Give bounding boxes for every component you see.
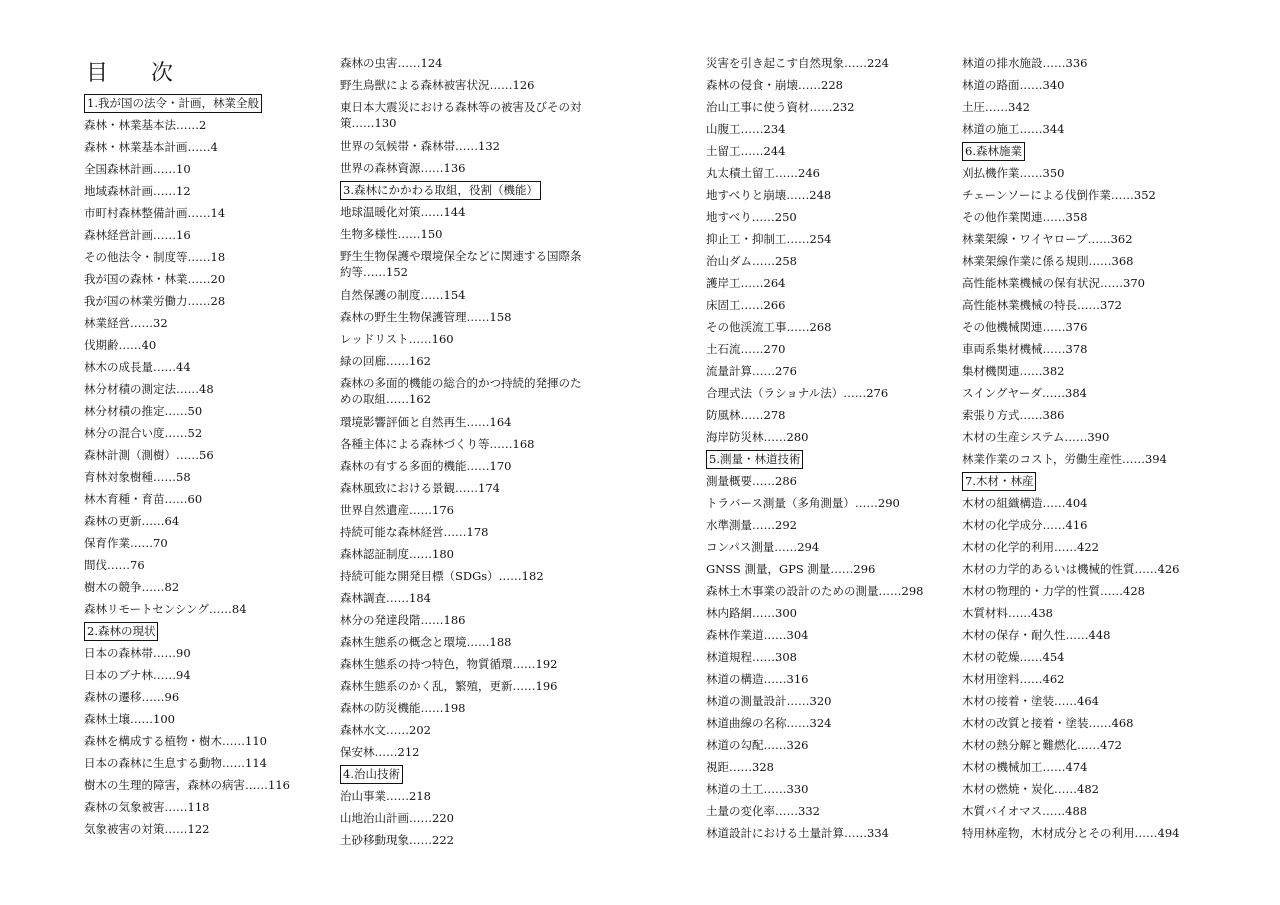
toc-entry: 木質バイオマス……488: [962, 804, 1088, 818]
toc-entry: 防風林……278: [706, 408, 786, 422]
toc-entry: 木材の改質と接着・塗装……468: [962, 716, 1134, 730]
section-heading-row: [706, 448, 951, 470]
toc-entry: 森林認証制度……180: [340, 547, 454, 561]
toc-entry: 森林経営計画……16: [84, 228, 191, 242]
toc-entry: 伐期齢……40: [84, 338, 157, 352]
toc-entry: 測量概要……286: [706, 474, 797, 488]
toc-entry: 木材の熱分解と難燃化……472: [962, 738, 1122, 752]
toc-entry: 環境影響評価と自然再生……164: [340, 415, 512, 429]
toc-entry: 森林計測（測樹）……56: [84, 448, 214, 462]
toc-column-3: [706, 52, 951, 844]
toc-entry: 樹木の競争……82: [84, 580, 180, 594]
toc-entry: 特用林産物，木材成分とその利用……494: [962, 826, 1180, 840]
toc-entry: 森林・林業基本計画……4: [84, 140, 218, 154]
toc-entry: 森林・林業基本法……2: [84, 118, 207, 132]
section-heading: 6.森林施業: [962, 142, 1025, 161]
toc-entry: 地すべりと崩壊……248: [706, 188, 832, 202]
toc-entry: 森林の遷移……96: [84, 690, 180, 704]
toc-entry: 集材機関連……382: [962, 364, 1065, 378]
toc-entry: 森林調査……184: [340, 591, 431, 605]
toc-entry: 気象被害の対策……122: [84, 822, 210, 836]
toc-entry: 間伐……76: [84, 558, 145, 572]
toc-entry: 海岸防災林……280: [706, 430, 809, 444]
toc-entry: 持続可能な開発目標（SDGs）……182: [340, 569, 544, 583]
toc-entry: 木材の機械加工……474: [962, 760, 1088, 774]
toc-entry: 持続可能な森林経営……178: [340, 525, 489, 539]
toc-entry: 生物多様性……150: [340, 227, 443, 241]
toc-entry: 災害を引き起こす自然現象……224: [706, 56, 889, 70]
toc-entry: 世界の気候帯・森林帯……132: [340, 139, 500, 153]
toc-entry: 木質材料……438: [962, 606, 1053, 620]
toc-entry: チェーンソーによる伐倒作業……352: [962, 188, 1156, 202]
toc-entry: 治山工事に使う資材……232: [706, 100, 855, 114]
toc-entry: その他渓流工事……268: [706, 320, 832, 334]
toc-entry: 森林の有する多面的機能……170: [340, 459, 512, 473]
toc-entry: 土砂移動現象……222: [340, 833, 454, 847]
toc-entry: 林業作業のコスト，労働生産性……394: [962, 452, 1167, 466]
toc-entry: 林業経営……32: [84, 316, 168, 330]
toc-entry: 木材の組織構造……404: [962, 496, 1088, 510]
toc-entry: コンパス測量……294: [706, 540, 820, 554]
toc-entry: 林道の排水施設……336: [962, 56, 1088, 70]
page-title: 目 次: [86, 61, 191, 86]
toc-entry: 地球温暖化対策……144: [340, 205, 466, 219]
toc-entry: 森林生態系の概念と環境……188: [340, 635, 512, 649]
section-heading: 5.測量・林道技術: [706, 450, 803, 469]
toc-entry: 森林の更新……64: [84, 514, 180, 528]
toc-entry: 林道の路面……340: [962, 78, 1065, 92]
toc-entry: 各種主体による森林づくり等……168: [340, 437, 535, 451]
toc-entry: 山地治山計画……220: [340, 811, 454, 825]
toc-entry: 森林を構成する植物・樹木……110: [84, 734, 267, 748]
toc-entry: 丸太積土留工……246: [706, 166, 820, 180]
section-heading-row: [84, 620, 324, 642]
toc-entry: 林分の混合い度……52: [84, 426, 203, 440]
toc-entry: 治山事業……218: [340, 789, 431, 803]
toc-entry: 林道設計における土量計算……334: [706, 826, 889, 840]
toc-entry: 護岸工……264: [706, 276, 786, 290]
toc-entry: 森林水文……202: [340, 723, 431, 737]
toc-entry: 森林土木事業の設計のための測量……298: [706, 584, 924, 598]
toc-entry: 林分材積の推定……50: [84, 404, 203, 418]
toc-entry: 森林作業道……304: [706, 628, 809, 642]
toc-entry: 森林土壌……100: [84, 712, 175, 726]
toc-entry: 木材の接着・塗装……464: [962, 694, 1099, 708]
toc-entry: 市町村森林整備計画……14: [84, 206, 226, 220]
toc-entry: 土圧……342: [962, 100, 1030, 114]
toc-entry: 土量の変化率……332: [706, 804, 820, 818]
toc-entry: 育林対象樹種……58: [84, 470, 191, 484]
toc-entry: 林道曲線の名称……324: [706, 716, 832, 730]
toc-entry: 林道の施工……344: [962, 122, 1065, 136]
toc-entry: 森林生態系の持つ特色，物質循環……192: [340, 657, 558, 671]
toc-entry: 山腹工……234: [706, 122, 786, 136]
toc-entry: 林木育種・育苗……60: [84, 492, 203, 506]
toc-entry: 保安林……212: [340, 745, 420, 759]
toc-entry: 森林の多面的機能の総合的かつ持続的発揮のための取組……162: [340, 376, 582, 406]
toc-entry: 我が国の林業労働力……28: [84, 294, 226, 308]
toc-entry: 木材の物理的・力学的性質……428: [962, 584, 1145, 598]
toc-entry: 木材の力学的あるいは機械的性質……426: [962, 562, 1180, 576]
toc-entry: その他機械関連……376: [962, 320, 1088, 334]
section-heading: 7.木材・林産: [962, 472, 1036, 491]
toc-entry: 合理式法（ラショナル法）……276: [706, 386, 889, 400]
toc-entry: 林道規程……308: [706, 650, 797, 664]
toc-entry: 東日本大震災における森林等の被害及びその対策……130: [340, 100, 582, 130]
toc-entry: GNSS 測量，GPS 測量……296: [706, 562, 876, 576]
toc-entry: 木材用塗料……462: [962, 672, 1065, 686]
toc-entry: 日本の森林帯……90: [84, 646, 191, 660]
toc-entry: 我が国の森林・林業……20: [84, 272, 226, 286]
toc-entry: スイングヤーダ……384: [962, 386, 1087, 400]
toc-entry: その他法令・制度等……18: [84, 250, 226, 264]
toc-entry: 森林の野生生物保護管理……158: [340, 310, 512, 324]
toc-entry: 樹木の生理的障害，森林の病害……116: [84, 778, 290, 792]
toc-entry: 自然保護の制度……154: [340, 288, 466, 302]
section-heading: 2.森林の現状: [84, 622, 158, 641]
toc-entry: 世界の森林資源……136: [340, 161, 466, 175]
toc-entry: 林分材積の測定法……48: [84, 382, 214, 396]
toc-entry: 木材の化学成分……416: [962, 518, 1088, 532]
toc-entry: 地域森林計画……12: [84, 184, 191, 198]
toc-column-4: [962, 52, 1212, 844]
section-heading: 3.森林にかかわる取組，役割（機能）: [340, 181, 541, 200]
toc-entry: 林分の発達段階……186: [340, 613, 466, 627]
toc-entry: 野生鳥獣による森林被害状況……126: [340, 78, 535, 92]
toc-entry: 木材の燃焼・炭化……482: [962, 782, 1099, 796]
toc-entry: 森林の虫害……124: [340, 56, 443, 70]
toc-entry: 森林風致における景観……174: [340, 481, 500, 495]
toc-column-2: [340, 52, 585, 851]
section-heading-row: [340, 179, 585, 201]
toc-entry: 全国森林計画……10: [84, 162, 191, 176]
toc-entry: 索張り方式……386: [962, 408, 1065, 422]
section-heading: 4.治山技術: [340, 765, 403, 784]
toc-entry: 緑の回廊……162: [340, 354, 431, 368]
toc-entry: 日本の森林に生息する動物……114: [84, 756, 267, 770]
toc-entry: 森林リモートセンシング……84: [84, 602, 247, 616]
toc-entry: 流量計算……276: [706, 364, 797, 378]
toc-entry: レッドリスト……160: [340, 332, 454, 346]
toc-entry: 床固工……266: [706, 298, 786, 312]
toc-column-1: [84, 92, 324, 840]
toc-entry: その他作業関連……358: [962, 210, 1088, 224]
toc-entry: トラバース測量（多角測量）……290: [706, 496, 900, 510]
toc-entry: 視距……328: [706, 760, 774, 774]
toc-entry: 林内路網……300: [706, 606, 797, 620]
section-heading-row: [340, 763, 585, 785]
toc-entry: 日本のブナ林……94: [84, 668, 191, 682]
toc-entry: 森林生態系のかく乱，繁殖，更新……196: [340, 679, 558, 693]
toc-entry: 林木の成長量……44: [84, 360, 191, 374]
toc-entry: 車両系集材機械……378: [962, 342, 1088, 356]
section-heading-row: [962, 140, 1212, 162]
toc-entry: 林道の勾配……326: [706, 738, 809, 752]
toc-entry: 木材の化学的利用……422: [962, 540, 1099, 554]
toc-entry: 高性能林業機械の保有状況……370: [962, 276, 1145, 290]
toc-entry: 林道の測量設計……320: [706, 694, 832, 708]
toc-entry: 高性能林業機械の特長……372: [962, 298, 1122, 312]
toc-entry: 抑止工・抑制工……254: [706, 232, 832, 246]
toc-entry: 木材の保存・耐久性……448: [962, 628, 1111, 642]
toc-entry: 木材の生産システム……390: [962, 430, 1110, 444]
toc-entry: 地すべり……250: [706, 210, 797, 224]
toc-entry: 刈払機作業……350: [962, 166, 1065, 180]
toc-entry: 木材の乾燥……454: [962, 650, 1065, 664]
section-heading: 1.我が国の法令・計画，林業全般: [84, 94, 262, 113]
toc-entry: 林道の構造……316: [706, 672, 809, 686]
toc-entry: 保育作業……70: [84, 536, 168, 550]
toc-entry: 土石流……270: [706, 342, 786, 356]
toc-entry: 水準測量……292: [706, 518, 797, 532]
section-heading-row: [84, 92, 324, 114]
toc-entry: 森林の侵食・崩壊……228: [706, 78, 843, 92]
toc-entry: 林業架線・ワイヤロープ……362: [962, 232, 1133, 246]
toc-entry: 森林の防災機能……198: [340, 701, 466, 715]
toc-entry: 土留工……244: [706, 144, 786, 158]
toc-entry: 世界自然遺産……176: [340, 503, 454, 517]
toc-entry: 林道の土工……330: [706, 782, 809, 796]
toc-entry: 林業架線作業に係る規則……368: [962, 254, 1134, 268]
section-heading-row: [962, 470, 1212, 492]
toc-entry: 森林の気象被害……118: [84, 800, 210, 814]
toc-entry: 野生生物保護や環境保全などに関連する国際条約等……152: [340, 249, 582, 279]
toc-entry: 治山ダム……258: [706, 254, 797, 268]
